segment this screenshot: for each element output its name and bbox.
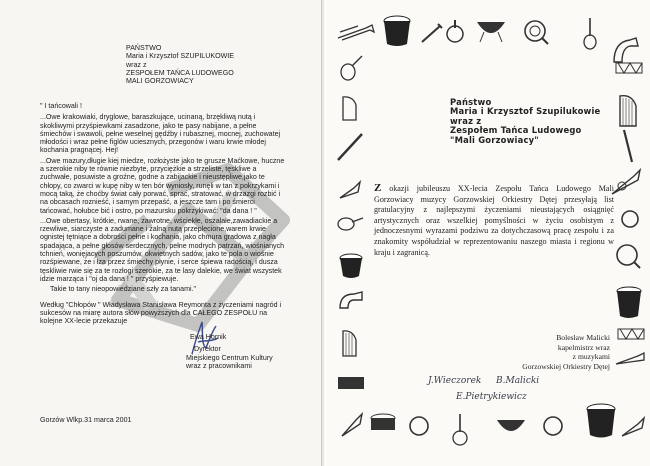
address-line: wraz z xyxy=(450,115,482,126)
snare-drum-icon xyxy=(614,60,644,76)
signer-with: z muzykami xyxy=(572,352,610,362)
handwritten-signature: B.Malicki xyxy=(496,376,540,386)
harp-icon xyxy=(616,92,640,128)
address-line: Państwo xyxy=(450,97,492,107)
kettle-drum-icon xyxy=(494,414,528,444)
signer-institution: Miejskiego Centrum Kultury xyxy=(186,353,273,362)
harp-icon xyxy=(340,328,360,358)
tuba-icon xyxy=(336,290,364,310)
letter-date: Gorzów Wlkp.31 marca 2001 xyxy=(40,416,132,424)
opening-quote: " I tańcowali ! xyxy=(40,102,82,110)
trumpet-icon xyxy=(620,416,646,440)
right-letter-page xyxy=(324,0,650,466)
clarinet-icon xyxy=(336,132,364,162)
left-letter-page xyxy=(0,0,322,466)
snare-drum-icon xyxy=(616,326,646,342)
address-line: wraz z xyxy=(126,60,147,69)
snare-drum-icon xyxy=(336,372,366,394)
address-line: Maria i Krzysztof Szupilukowie xyxy=(450,106,601,117)
handwritten-signature: J.Wieczorek xyxy=(428,376,482,386)
trumpet-icon xyxy=(338,180,362,202)
signer-block xyxy=(186,333,286,370)
address-line: ZESPOŁEM TAŃCA LUDOWEGO xyxy=(126,68,234,77)
guitar-icon xyxy=(582,16,598,50)
letter-body xyxy=(374,183,614,258)
drop-cap: Z xyxy=(374,182,382,194)
handwritten-signature: E.Pietrykiewicz xyxy=(456,392,527,402)
address-line: PAŃSTWO xyxy=(126,44,162,52)
address-line: "Mali Gorzowiacy" xyxy=(450,134,539,145)
french-horn-icon xyxy=(520,16,550,46)
drum-icon xyxy=(338,252,364,280)
paragraph-krakowiaki: ...Owe krakowiaki, dryglowe, baraszkujące, ucinaną, brzękliwą nutą i skokliwymi przyśpiewkami zasadzone, jako te pasy nabijane, a pełne śmiechów i swawoli, pełne weselnej gędźby i rubasznej, mocnej, zuchowatej młodości i wraz pełne figlów uciesznych, przegonów i waru krwie młodej kochania pragnącej. Hej! xyxy=(40,113,281,155)
paragraph-obertasy: ...Owe obertasy, krótkie, rwane, zawrotne, wściekłe, oszalałe,zawadiackie a rzewliwe, siarczyste a zadumane i żalną nutą przeplecione,warem krwie ognistej tętniące a dobrości pełne i kochania, jako chmura gradowa z nagła spadająca, a pełne głosów serdecznych, pełne modrych patrzań, wiośnianych tchnień, wonięjacych poszumów, okwietnych sadów, jako te pola o wiośnie rozśpiewane, że i łza przez śmiechy płynie, i serce śpiewa radością, i dusza tęskliwie rwie się za te rozłogi szerokie, za te lasy dalekie, we świat wszystek idzie marząca i "oj da dana ! " przyśpiewuje. xyxy=(40,216,285,283)
snare-drum-icon xyxy=(368,412,398,434)
trombone-icon xyxy=(336,22,376,44)
harp-icon xyxy=(340,94,360,122)
kettle-drum-icon xyxy=(474,14,508,44)
signer-name: Ewa Hornik xyxy=(190,333,227,341)
tambourine-icon xyxy=(540,412,566,440)
clarinet-icon xyxy=(420,22,444,44)
letter-body xyxy=(40,102,286,327)
signer-title: Dyrektor xyxy=(194,345,221,354)
tambourine-icon xyxy=(620,206,640,232)
tuba-icon xyxy=(444,18,466,44)
closing-quote: Takie to tany nieopowiedziane szły za tanami." xyxy=(50,285,197,294)
french-horn-icon xyxy=(612,240,642,270)
paragraph-mazury: ...Owe mazury,długie kiej miedze, rozłożyste jako te grusze Maćkowe, huczne a szerokie niby te równie niezbyte, przyciężkie a strzeliste, tęskliwe a zuchwałe, posuwiste a groźne, godne a zabijackie i nieustępliwe,jako te chłopy, co zwarci w kupę niby w ten bór wyniosły, runęli w tan z pokrzykami i mocą taką, że choćby świat cały porwać, sprać, stratować, w drzazgi rozbić i na obcasach roznieść, i samym przepaść, a jeszcze tam i po śmierci tańcować, hołubce bić i ostro, po mazursku pokrzykiwać: "da dana ! " xyxy=(40,156,285,215)
drum-icon xyxy=(614,284,644,320)
signer-block xyxy=(500,333,610,371)
guitar-icon xyxy=(450,412,470,446)
trombone-icon xyxy=(614,350,646,370)
recipient-address xyxy=(450,98,600,145)
drum-icon xyxy=(382,14,412,48)
address-line: Zespołem Tańca Ludowego xyxy=(450,125,582,136)
clarinet-icon xyxy=(620,128,636,164)
signer-title: kapelmistrz wraz xyxy=(557,342,610,352)
trumpet-icon xyxy=(338,410,364,440)
dedication-paragraph: Według "Chłopów " Władysława Stanisława Reymonta z życzeniami nagród i sukcesów na miarę autora słów powyższych dla CAŁEGO ZESPOŁU na kolejne XX-lecie przekazuje xyxy=(40,300,282,326)
french-horn-icon xyxy=(406,410,432,440)
address-line: Maria i Krzysztof SZUPILUKOWIE xyxy=(126,52,234,61)
mandolin-icon xyxy=(338,54,364,82)
violin-icon xyxy=(336,214,364,234)
body-text: okazji jubileuszu XX-lecia Zespołu Tańca Ludowego Mali Gorzowiacy muzycy Gorzowskiej Orkiestry Dętej przesyłają list gratulacyjny z najlepszymi życzeniami nieustających osiągnięć artystycznych oraz wszelkiej pomyślności w życiu osobistym z jednoczesnymi wyrazami podziwu za dotychczasową pracę zespołu i za znakomity współudział w reprezentowaniu naszego miasta i regionu w kraju i zagranicą. xyxy=(374,184,614,257)
recipient-address xyxy=(126,44,306,85)
address-line: MALI GORZOWIACY xyxy=(126,77,194,86)
drum-icon xyxy=(584,402,618,440)
signer-institution: Gorzowskiej Orkiestry Dętej xyxy=(522,361,610,371)
signer-with: wraz z pracownikami xyxy=(186,361,252,370)
signer-name: Bolesław Malicki xyxy=(556,333,610,342)
